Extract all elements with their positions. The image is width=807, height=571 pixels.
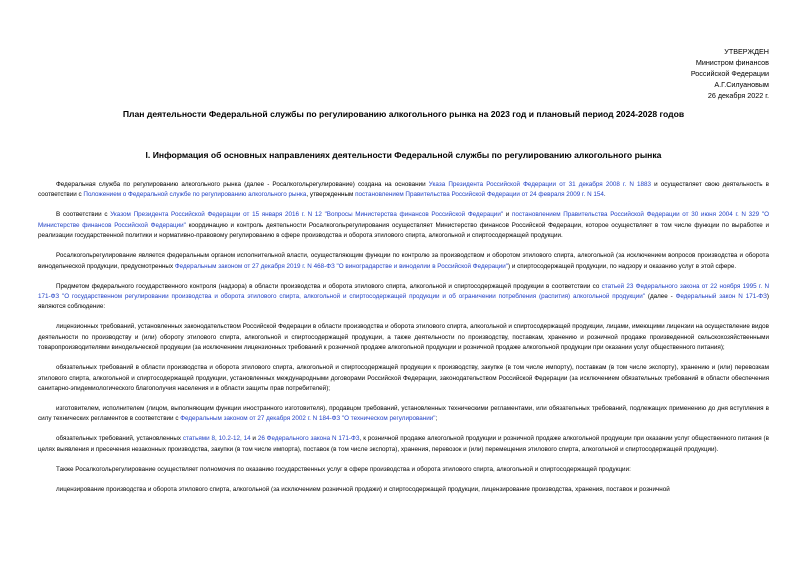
text: ) и спиртосодержащей продукции, по надзору и оказанию услуг в этой сфере.	[508, 262, 737, 270]
document-body	[38, 180, 769, 505]
text: Предметом федерального государственного контроля (надзора) в области производства и оборота этилового спирта, алкогольной и спиртосодержащей продукции в соответствии со	[56, 282, 602, 290]
link-decree-12[interactable]: Указом Президента Российской Федерации от 15 января 2016 г. N 12 "Вопросы Министерства финансов Российской Федерации"	[110, 211, 504, 219]
text: ) являются соблюдение:	[38, 293, 770, 311]
text: Также Росалкогольрегулирование осуществляет полномочия по оказанию государственных услуг в сфере производства и оборота этилового спирта, алкогольной и спиртосодержащей продукции:	[56, 465, 631, 473]
text: лицензирование производства и оборота этилового спирта, алкогольной (за исключением розничной продажи) и спиртосодержащей продукции, лицензирование производства, хранения, поставок и розничной	[56, 485, 670, 493]
link-articles-8-14[interactable]: статьями 8, 10.2-12, 14	[182, 435, 251, 443]
text: обязательных требований в области производства и оборота этилового спирта, алкогольной и спиртосодержащей продукции к производству, закупке (в том числе импорту), поставкам (в том числе экспорту), хранению и (или) перевозкам этилового спирта, алкогольной и спиртосодержащей продукции, установленных международными договорами Российской Федерации, законодательством Российской Федерации (за исключением обязательных требований в области обеспечения санитарно-эпидемиологического благополучия населения и в области защиты прав потребителей);	[38, 364, 769, 393]
approval-line: 26 декабря 2022 г.	[707, 91, 769, 100]
text: лицензионных требований, установленных законодательством Российской Федерации в области производства и оборота этилового спирта, алкогольной и спиртосодержащей продукции, лицами, имеющими лицензии на осуществление видов деятельности по производству и (или) обороту этилового спирта, алкогольной и спиртосодержащей продукции, а также деятельности по производству, поставкам, хранению и розничной продаже произведенной сельскохозяйственными товаропроизводителями винодельческой продукции (за исключением лицензионных требований к розничной продаже алкогольной продукции и розничной продаже алкогольной продукции при оказании услуг общественного питания);	[38, 323, 769, 352]
text: , к розничной продаже алкогольной продукции и розничной продаже алкогольной продукции при оказании услуг общественного питания (в целях выявления и пресечения незаконных производства, закупки (в том числе импорта), поставок (в том числе экспорта), хранения, перевозок и (или) перемещения этилового спирта, алкогольной и спиртосодержащей продукции).	[38, 435, 769, 453]
link-article-26[interactable]: 26 Федерального закона N 171-ФЗ	[257, 435, 360, 443]
paragraph-public-services	[38, 465, 769, 475]
text: , утвержденным	[306, 191, 356, 199]
paragraph-license-requirements	[38, 322, 769, 353]
paragraph-mandatory-requirements	[38, 363, 769, 394]
paragraph-control-subject	[38, 282, 769, 313]
approval-line: Российской Федерации	[690, 69, 769, 78]
paragraph-technical-regulations	[38, 404, 769, 425]
link-decree-1883[interactable]: Указа Президента Российской Федерации от 31 декабря 2008 г. N 1883	[428, 181, 652, 188]
paragraph-retail-requirements	[38, 434, 769, 455]
approval-line: УТВЕРЖДЕН	[724, 47, 769, 56]
link-law-468[interactable]: Федеральным законом от 27 декабря 2019 г. N 468-ФЗ "О виноградарстве и виноделии в Российской Федерации"	[174, 262, 509, 270]
link-article-23[interactable]: статьей 23 Федерального закона от 22 ноября 1995 г. N 171-ФЗ "О государственном регулировании производства и оборота этилового спирта, алкогольной и спиртосодержащей продукции и об ограничении потребления (распития) алкогольной продукции"	[38, 282, 769, 301]
paragraph-functions	[38, 251, 769, 272]
paragraph-coordination	[38, 210, 769, 241]
approval-line: А.Г.Силуановым	[714, 80, 769, 89]
link-resolution-329[interactable]: постановлением Правительства Российской Федерации от 30 июня 2004 г. N 329 "О Министерстве финансов Российской Федерации"	[38, 211, 769, 229]
approval-block	[691, 46, 769, 101]
text: и осуществляет свою деятельность в соответствии с	[38, 181, 770, 199]
link-resolution-154[interactable]: постановлением Правительства Российской Федерации от 24 февраля 2009 г. N 154	[355, 191, 604, 199]
approval-line: Министром финансов	[695, 58, 769, 67]
link-regulation[interactable]: Положением о Федеральной службе по регулированию алкогольного рынка	[83, 191, 307, 199]
text: обязательных требований, установленных	[56, 435, 183, 443]
text: В соответствии с	[56, 211, 111, 219]
paragraph-licensing	[38, 485, 769, 495]
text: координацию и контроль деятельности Росалкогольрегулирования осуществляет Министерство финансов Российской Федерации, которое осуществляет в том числе функции по выработке и реализации государственной политики и нормативно-правовому регулированию в сфере производства и оборота этилового спирта, алкогольной и спиртосодержащей продукции.	[38, 221, 769, 240]
text: и	[250, 435, 258, 443]
document-title: План деятельности Федеральной службы по регулированию алкогольного рынка на 2023 год и плановый период 2024-2028 годов	[122, 109, 685, 119]
text: Федеральная служба по регулированию алкогольного рынка (далее - Росалкогольрегулирование) создана на основании	[56, 181, 429, 188]
text: .	[603, 191, 606, 199]
text: Росалкогольрегулирование является федеральным органом исполнительной власти, осуществляющим функции по контролю за производством и оборотом этилового спирта, алкогольной (за исключением вопросов производства и оборота винодельческой продукции, предусмотренных	[38, 252, 769, 270]
text: изготовителем, исполнителем (лицом, выполняющим функции иностранного изготовителя), продавцом требований, установленных техническими регламентами, или обязательных требований, подлежащих применению до дня вступления в силу технических регламентов в соответствии с	[38, 405, 769, 423]
link-law-184[interactable]: Федеральным законом от 27 декабря 2002 г. N 184-ФЗ "О техническом регулировании"	[180, 415, 436, 423]
section-title: I. Информация об основных направлениях деятельности Федеральной службы по регулированию алкогольного рынка	[145, 150, 662, 160]
link-law-171[interactable]: Федеральный закон N 171-ФЗ	[675, 293, 767, 301]
text: и	[503, 211, 512, 219]
text: ;	[435, 415, 438, 423]
paragraph-establishment	[38, 180, 769, 201]
text: (далее -	[645, 293, 676, 301]
